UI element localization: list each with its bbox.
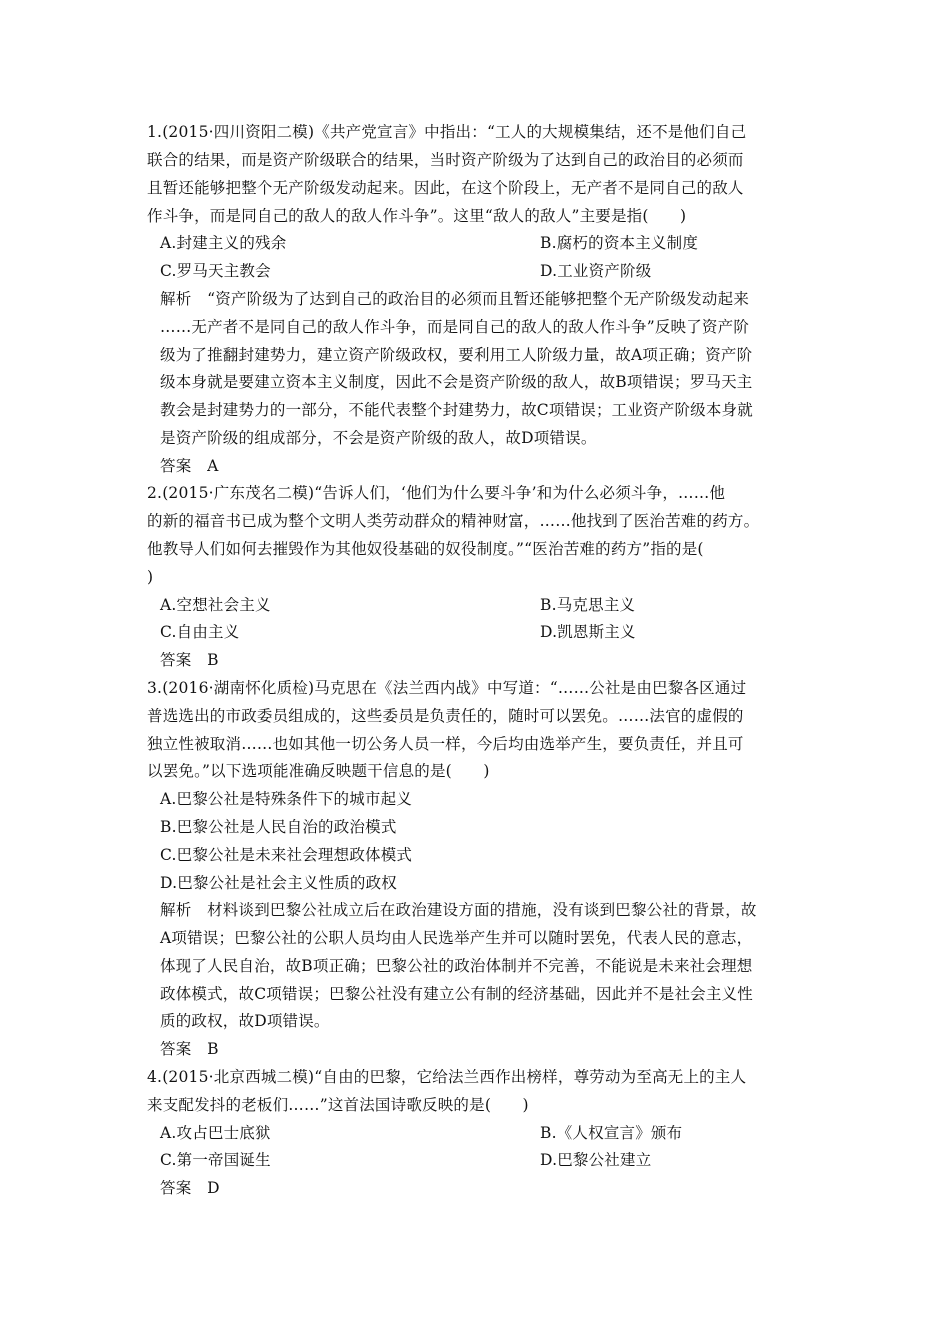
question-2-stem-line: )	[147, 568, 154, 586]
question-3-stem-line: 以罢免。”以下选项能准确反映题干信息的是( )	[147, 762, 490, 780]
question-3-stem-line: 3.(2016·湖南怀化质检)马克思在《法兰西内战》中写道：“……公社是由巴黎各区通过	[147, 679, 747, 697]
option-b: B.马克思主义	[540, 596, 636, 614]
question-4-stem-line: 来支配发抖的老板们……”这首法国诗歌反映的是( )	[147, 1096, 529, 1114]
option-b: B.巴黎公社是人民自治的政治模式	[160, 818, 397, 836]
question-2-stem-line: 他教导人们如何去摧毁作为其他奴役基础的奴役制度。”“医治苦难的药方”指的是(	[147, 540, 704, 558]
analysis-line: 级为了推翻封建势力，建立资产阶级政权，要利用工人阶级力量，故A项正确；资产阶	[160, 346, 753, 364]
option-a: A.攻占巴士底狱	[160, 1124, 271, 1142]
question-3-stem-line: 独立性被取消……也如其他一切公务人员一样，今后均由选举产生，要负责任，并且可	[147, 735, 744, 753]
question-4-stem-line: 4.(2015·北京西城二模)“自由的巴黎，它给法兰西作出榜样，尊劳动为至高无上的主人	[147, 1068, 747, 1086]
option-a: A.封建主义的残余	[160, 234, 287, 252]
option-c: C.巴黎公社是未来社会理想政体模式	[160, 846, 413, 864]
analysis-line: 解析 材料谈到巴黎公社成立后在政治建设方面的措施，没有谈到巴黎公社的背景，故	[160, 901, 757, 919]
option-d: D.凯恩斯主义	[540, 623, 636, 641]
option-b: B.腐朽的资本主义制度	[540, 234, 699, 252]
answer: 答案 D	[160, 1179, 220, 1197]
analysis-line: ……无产者不是同自己的敌人作斗争，而是同自己的敌人的敌人作斗争”反映了资产阶	[160, 318, 750, 336]
option-d: D.巴黎公社建立	[540, 1151, 652, 1169]
question-2-stem-line: 的新的福音书已成为整个文明人类劳动群众的精神财富，……他找到了医治苦难的药方。	[147, 512, 760, 530]
analysis-line: A项错误；巴黎公社的公职人员均由人民选举产生并可以随时罢免，代表人民的意志，	[160, 929, 753, 947]
analysis-line: 质的政权，故D项错误。	[160, 1012, 330, 1030]
question-3-stem-line: 普选选出的市政委员组成的，这些委员是负责任的，随时可以罢免。……法官的虚假的	[147, 707, 744, 725]
answer: 答案 B	[160, 651, 219, 669]
answer: 答案 B	[160, 1040, 219, 1058]
option-c: C.罗马天主教会	[160, 262, 271, 280]
analysis-line: 解析 “资产阶级为了达到自己的政治目的必须而且暂还能够把整个无产阶级发动起来	[160, 290, 750, 308]
analysis-line: 教会是封建势力的一部分，不能代表整个封建势力，故C项错误；工业资产阶级本身就	[160, 401, 753, 419]
answer: 答案 A	[160, 457, 219, 475]
analysis-line: 级本身就是要建立资本主义制度，因此不会是资产阶级的敌人，故B项错误；罗马天主	[160, 373, 753, 391]
question-1-stem-line: 且暂还能够把整个无产阶级发动起来。因此，在这个阶段上，无产者不是同自己的敌人	[147, 179, 744, 197]
option-d: D.工业资产阶级	[540, 262, 652, 280]
option-b: B.《人权宣言》颁布	[540, 1124, 683, 1142]
analysis-line: 体现了人民自治，故B项正确；巴黎公社的政治体制并不完善，不能说是未来社会理想	[160, 957, 753, 975]
question-2-stem-line: 2.(2015·广东茂名二模)“告诉人们，‘他们为什么要斗争’和为什么必须斗争，……他	[147, 484, 726, 502]
option-d: D.巴黎公社是社会主义性质的政权	[160, 874, 398, 892]
question-1-stem-line: 联合的结果，而是资产阶级联合的结果，当时资产阶级为了达到自己的政治目的必须而	[147, 151, 744, 169]
question-1-stem-line: 作斗争，而是同自己的敌人的敌人作斗争”。这里“敌人的敌人”主要是指( )	[147, 207, 687, 225]
analysis-line: 是资产阶级的组成部分，不会是资产阶级的敌人，故D项错误。	[160, 429, 597, 447]
analysis-line: 政体模式，故C项错误；巴黎公社没有建立公有制的经济基础，因此并不是社会主义性	[160, 985, 753, 1003]
option-c: C.自由主义	[160, 623, 240, 641]
option-c: C.第一帝国诞生	[160, 1151, 271, 1169]
option-a: A.空想社会主义	[160, 596, 271, 614]
question-1-stem-line: 1.(2015·四川资阳二模)《共产党宣言》中指出：“工人的大规模集结，还不是他们自己	[147, 123, 747, 141]
option-a: A.巴黎公社是特殊条件下的城市起义	[160, 790, 413, 808]
